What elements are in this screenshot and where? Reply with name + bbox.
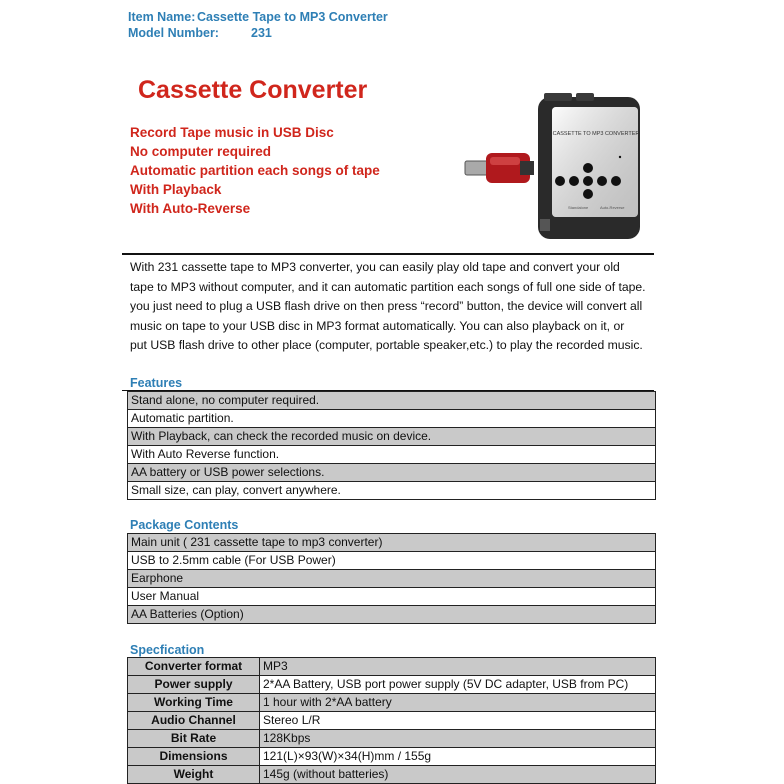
package-row: AA Batteries (Option) — [128, 605, 655, 623]
model-number-value: 231 — [251, 26, 272, 40]
spec-key: Converter format — [128, 658, 260, 675]
description-line: music on tape to your USB disc in MP3 format automatically. You can also playback on it, or — [130, 318, 625, 333]
features-row: With Playback, can check the recorded music on device. — [128, 427, 655, 445]
spec-value: 145g (without batteries) — [260, 766, 655, 783]
divider — [122, 253, 654, 255]
spec-value: 128Kbps — [260, 730, 655, 747]
spec-value: 121(L)×93(W)×34(H)mm / 155g — [263, 749, 432, 763]
model-number-label: Model Number: — [128, 26, 219, 40]
spec-key: Working Time — [128, 694, 260, 711]
spec-key: Dimensions — [128, 748, 260, 765]
features-row: Automatic partition. — [128, 409, 655, 427]
device-label: CASSETTE TO MP3 CONVERTER — [552, 131, 640, 137]
spec-row — [128, 747, 655, 765]
specification-heading: Specfication — [130, 643, 205, 657]
spec-value: MP3 — [260, 658, 655, 675]
hero-feature: No computer required — [130, 144, 272, 159]
features-row: With Auto Reverse function. — [128, 445, 655, 463]
spec-row — [128, 729, 655, 747]
features-row: Stand alone, no computer required. — [128, 392, 655, 409]
item-name-label: Item Name: — [128, 10, 196, 24]
hero-feature: Record Tape music in USB Disc — [130, 125, 334, 140]
package-row: USB to 2.5mm cable (For USB Power) — [128, 551, 655, 569]
spec-row — [128, 711, 655, 729]
description-line: With 231 cassette tape to MP3 converter, you can easily play old tape and convert your old — [130, 260, 620, 274]
hero-title: Cassette Converter — [138, 76, 368, 104]
spec-key: Power supply — [128, 676, 260, 693]
description-line: you just need to plug a USB flash drive on then press “record” button, the device will convert all — [130, 299, 643, 314]
features-table — [127, 391, 656, 500]
spec-value: 2*AA Battery, USB port power supply (5V DC adapter, USB from PC) — [263, 677, 629, 691]
hero-feature: With Auto-Reverse — [130, 201, 251, 216]
device-small-label: Standalone — [568, 205, 589, 210]
spec-row — [128, 658, 655, 675]
spec-row — [128, 765, 655, 783]
description-line: put USB flash drive to other place (computer, portable speaker,etc.) to play the recorded music. — [130, 338, 643, 353]
package-row: Main unit ( 231 cassette tape to mp3 converter) — [128, 534, 655, 551]
item-name-line — [128, 10, 388, 24]
package-contents-heading: Package Contents — [130, 518, 239, 532]
spec-key: Audio Channel — [128, 712, 260, 729]
usb-flash-drive-icon — [465, 153, 534, 183]
specification-table — [127, 657, 656, 784]
hero-feature-list — [130, 123, 380, 218]
spec-row — [128, 693, 655, 711]
hero-feature: Automatic partition each songs of tape — [130, 163, 380, 178]
spec-value: Stereo L/R — [263, 713, 321, 727]
hero-feature: With Playback — [130, 182, 222, 197]
spec-row — [128, 675, 655, 693]
spec-key: Bit Rate — [128, 730, 260, 747]
cassette-converter-device-image — [460, 91, 640, 239]
package-contents-table — [127, 533, 656, 624]
spec-value: 1 hour with 2*AA battery — [260, 694, 655, 711]
spec-key: Weight — [128, 766, 260, 783]
features-row: Small size, can play, convert anywhere. — [128, 481, 655, 499]
package-row: Earphone — [128, 569, 655, 587]
model-number-line — [128, 26, 272, 40]
product-description — [130, 258, 654, 356]
hero-banner — [122, 60, 654, 252]
package-row: User Manual — [128, 587, 655, 605]
description-line: tape to MP3 without computer, and it can automatic partition each songs of full one side of tape. — [130, 279, 646, 294]
features-row: AA battery or USB power selections. — [128, 463, 655, 481]
item-name-value: Cassette Tape to MP3 Converter — [197, 10, 388, 24]
device-small-label: Auto-Reverse — [600, 205, 625, 210]
features-heading: Features — [130, 376, 183, 390]
